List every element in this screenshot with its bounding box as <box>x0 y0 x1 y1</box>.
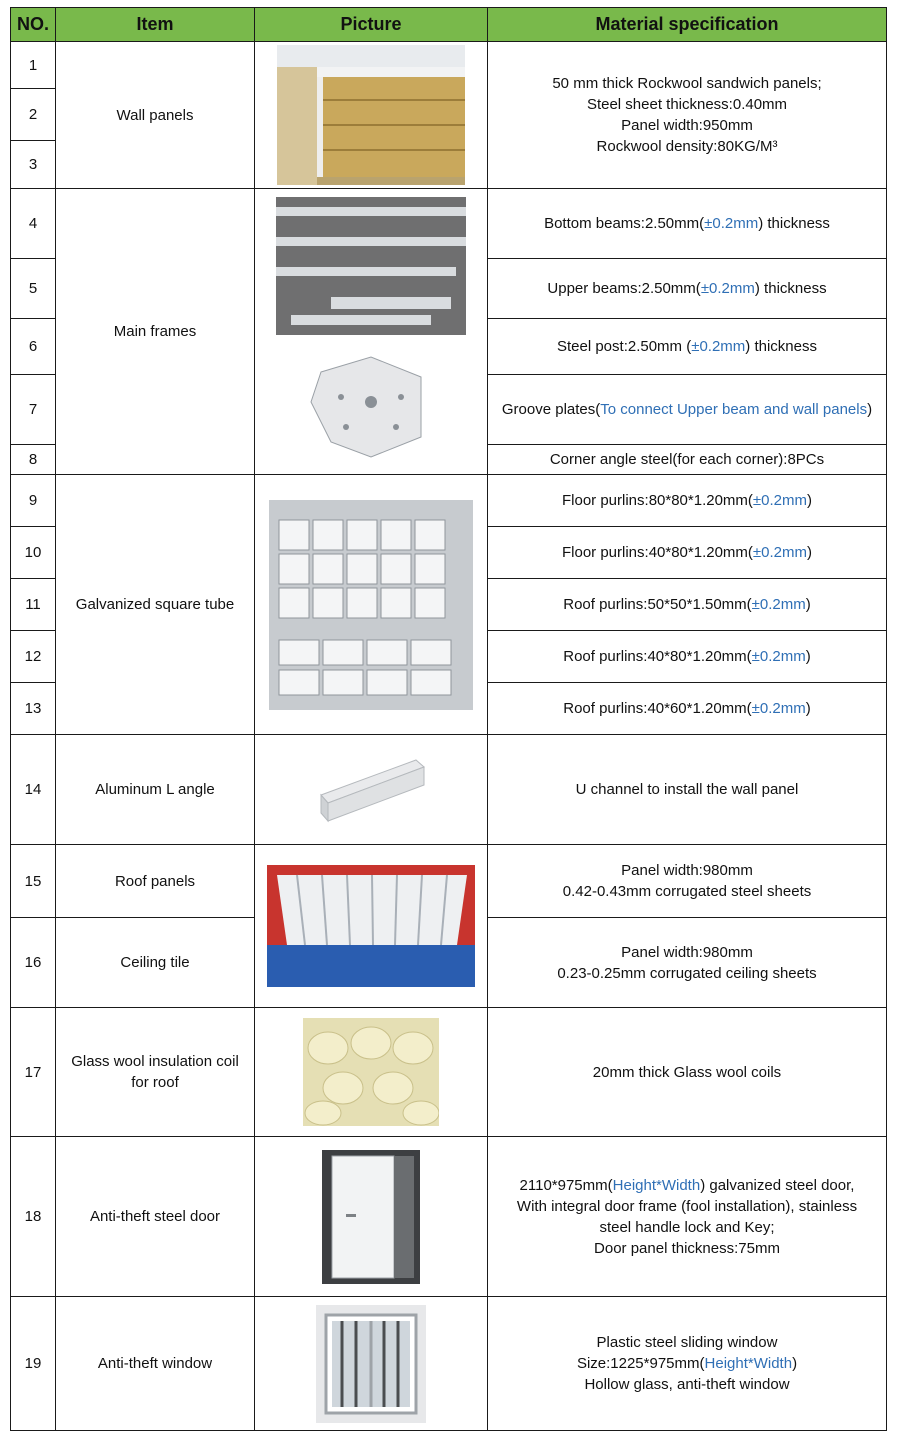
spec-tolerance: ±0.2mm <box>751 648 806 665</box>
row-number: 8 <box>11 445 56 475</box>
table-row <box>11 42 887 89</box>
row-number: 19 <box>11 1297 56 1431</box>
spec-cell <box>488 918 887 1008</box>
row-number: 5 <box>11 259 56 319</box>
l-angle-image <box>255 735 488 845</box>
row-number: 14 <box>11 735 56 845</box>
spec-cell <box>488 475 887 527</box>
row-number: 3 <box>11 141 56 189</box>
table-row <box>11 475 887 527</box>
table-row <box>11 1297 887 1431</box>
row-number: 15 <box>11 845 56 918</box>
header-row <box>11 8 887 42</box>
item-cell: Main frames <box>56 189 255 475</box>
spec-tolerance: ±0.2mm <box>752 492 807 509</box>
spec-text: Roof purlins:50*50*1.50mm( <box>563 596 752 613</box>
spec-cell <box>488 683 887 735</box>
spec-text: ) <box>807 492 812 509</box>
spec-cell <box>488 1137 887 1297</box>
spec-tolerance: ±0.2mm <box>700 280 755 297</box>
spec-line: With integral door frame (fool installation), stainless <box>516 1197 858 1215</box>
spec-line: Rockwool density:80KG/M³ <box>596 138 778 155</box>
spec-text: Roof purlins:40*60*1.20mm( <box>563 700 752 717</box>
spec-cell <box>488 579 887 631</box>
roof-panels-image <box>255 845 488 1008</box>
spec-tolerance: ±0.2mm <box>691 338 746 355</box>
material-spec-table <box>10 7 887 1431</box>
door-icon <box>322 1150 420 1284</box>
spec-cell <box>488 42 887 189</box>
main-frames-image <box>255 189 488 475</box>
spec-cell <box>488 845 887 918</box>
row-number: 18 <box>11 1137 56 1297</box>
spec-text: Upper beams:2.50mm( <box>547 280 701 297</box>
item-cell: Ceiling tile <box>56 918 255 1008</box>
spec-text: Roof purlins:40*80*1.20mm( <box>563 648 752 665</box>
table-row <box>11 1008 887 1137</box>
glass-wool-icon <box>303 1018 439 1126</box>
item-cell: Roof panels <box>56 845 255 918</box>
row-number: 1 <box>11 42 56 89</box>
spec-text: ) <box>792 1355 798 1372</box>
item-cell: Galvanized square tube <box>56 475 255 735</box>
spec-line: 0.42-0.43mm corrugated steel sheets <box>562 883 812 900</box>
spec-cell <box>488 259 887 319</box>
table-row <box>11 735 887 845</box>
row-number: 12 <box>11 631 56 683</box>
spec-cell <box>488 319 887 375</box>
spec-cell: Corner angle steel(for each corner):8PCs <box>488 445 887 475</box>
spec-text: 2110*975mm( <box>519 1176 613 1194</box>
window-icon <box>316 1305 426 1423</box>
spec-text: ) galvanized steel door, <box>700 1176 855 1194</box>
square-tube-icon <box>269 500 473 710</box>
item-cell: Aluminum L angle <box>56 735 255 845</box>
item-cell: Wall panels <box>56 42 255 189</box>
row-number: 10 <box>11 527 56 579</box>
spec-line: steel handle lock and Key; <box>599 1218 775 1236</box>
spec-line: Plastic steel sliding window <box>596 1334 778 1351</box>
row-number: 6 <box>11 319 56 375</box>
spec-tolerance: ±0.2mm <box>704 215 759 232</box>
spec-cell: 20mm thick Glass wool coils <box>488 1008 887 1137</box>
table-row <box>11 189 887 259</box>
row-number: 4 <box>11 189 56 259</box>
spec-line: 50 mm thick Rockwool sandwich panels; <box>552 75 822 92</box>
item-cell: Anti-theft window <box>56 1297 255 1431</box>
spec-text: Floor purlins:80*80*1.20mm( <box>562 492 753 509</box>
table-row <box>11 1137 887 1297</box>
spec-tolerance: ±0.2mm <box>751 700 806 717</box>
spec-cell <box>488 527 887 579</box>
spec-tolerance: ±0.2mm <box>751 596 806 613</box>
item-cell: Anti-theft steel door <box>56 1137 255 1297</box>
row-number: 9 <box>11 475 56 527</box>
row-number: 16 <box>11 918 56 1008</box>
spec-line: Panel width:980mm <box>621 862 753 879</box>
corrugated-sheet-icon <box>267 865 475 987</box>
header-no: NO. <box>11 8 56 42</box>
spec-text: ) <box>807 544 812 561</box>
spec-line: 0.23-0.25mm corrugated ceiling sheets <box>557 964 817 982</box>
spec-cell <box>488 631 887 683</box>
spec-cell <box>488 189 887 259</box>
rockwool-panel-icon <box>277 45 465 185</box>
wall-panels-image <box>255 42 488 189</box>
spec-text: Size:1225*975mm( <box>576 1355 705 1372</box>
steel-door-image <box>255 1137 488 1297</box>
header-item: Item <box>56 8 255 42</box>
spec-cell <box>488 375 887 445</box>
row-number: 11 <box>11 579 56 631</box>
spec-text: ) <box>867 401 873 418</box>
spec-line: Hollow glass, anti-theft window <box>584 1376 790 1393</box>
groove-plate-icon <box>311 357 421 457</box>
spec-line: Panel width:980mm <box>621 943 753 961</box>
spec-text: ) <box>805 596 811 613</box>
spec-text: ) thickness <box>754 280 827 297</box>
item-cell <box>56 1008 255 1137</box>
steel-frame-icon <box>271 197 471 467</box>
row-number: 13 <box>11 683 56 735</box>
square-tube-image <box>255 475 488 735</box>
spec-text: Bottom beams:2.50mm( <box>544 215 705 232</box>
spec-line: Door panel thickness:75mm <box>594 1239 780 1257</box>
spec-note: Height*Width <box>612 1176 701 1194</box>
spec-text: ) thickness <box>745 338 817 355</box>
row-number: 17 <box>11 1008 56 1137</box>
item-line: for roof <box>131 1074 179 1091</box>
window-image <box>255 1297 488 1431</box>
header-picture: Picture <box>255 8 488 42</box>
spec-line <box>492 1175 882 1196</box>
spec-cell: U channel to install the wall panel <box>488 735 887 845</box>
header-spec: Material specification <box>488 8 887 42</box>
spec-tolerance: ±0.2mm <box>752 544 807 561</box>
spec-line: Steel sheet thickness:0.40mm <box>586 96 788 113</box>
spec-line: Panel width:950mm <box>621 117 753 134</box>
spec-text: ) <box>805 648 811 665</box>
spec-text: ) thickness <box>758 215 830 232</box>
table-row <box>11 845 887 918</box>
l-angle-icon <box>316 755 426 825</box>
spec-note: Height*Width <box>704 1355 793 1372</box>
row-number: 7 <box>11 375 56 445</box>
spec-cell <box>488 1297 887 1431</box>
spec-note: To connect Upper beam and wall panels <box>600 401 868 418</box>
spec-text: ) <box>805 700 811 717</box>
spec-text: Floor purlins:40*80*1.20mm( <box>562 544 753 561</box>
spec-text: Steel post:2.50mm ( <box>556 338 692 355</box>
glass-wool-image <box>255 1008 488 1137</box>
spec-text: Groove plates( <box>501 401 601 418</box>
spec-line <box>492 1353 882 1374</box>
item-line: Glass wool insulation coil <box>71 1053 239 1070</box>
row-number: 2 <box>11 89 56 141</box>
